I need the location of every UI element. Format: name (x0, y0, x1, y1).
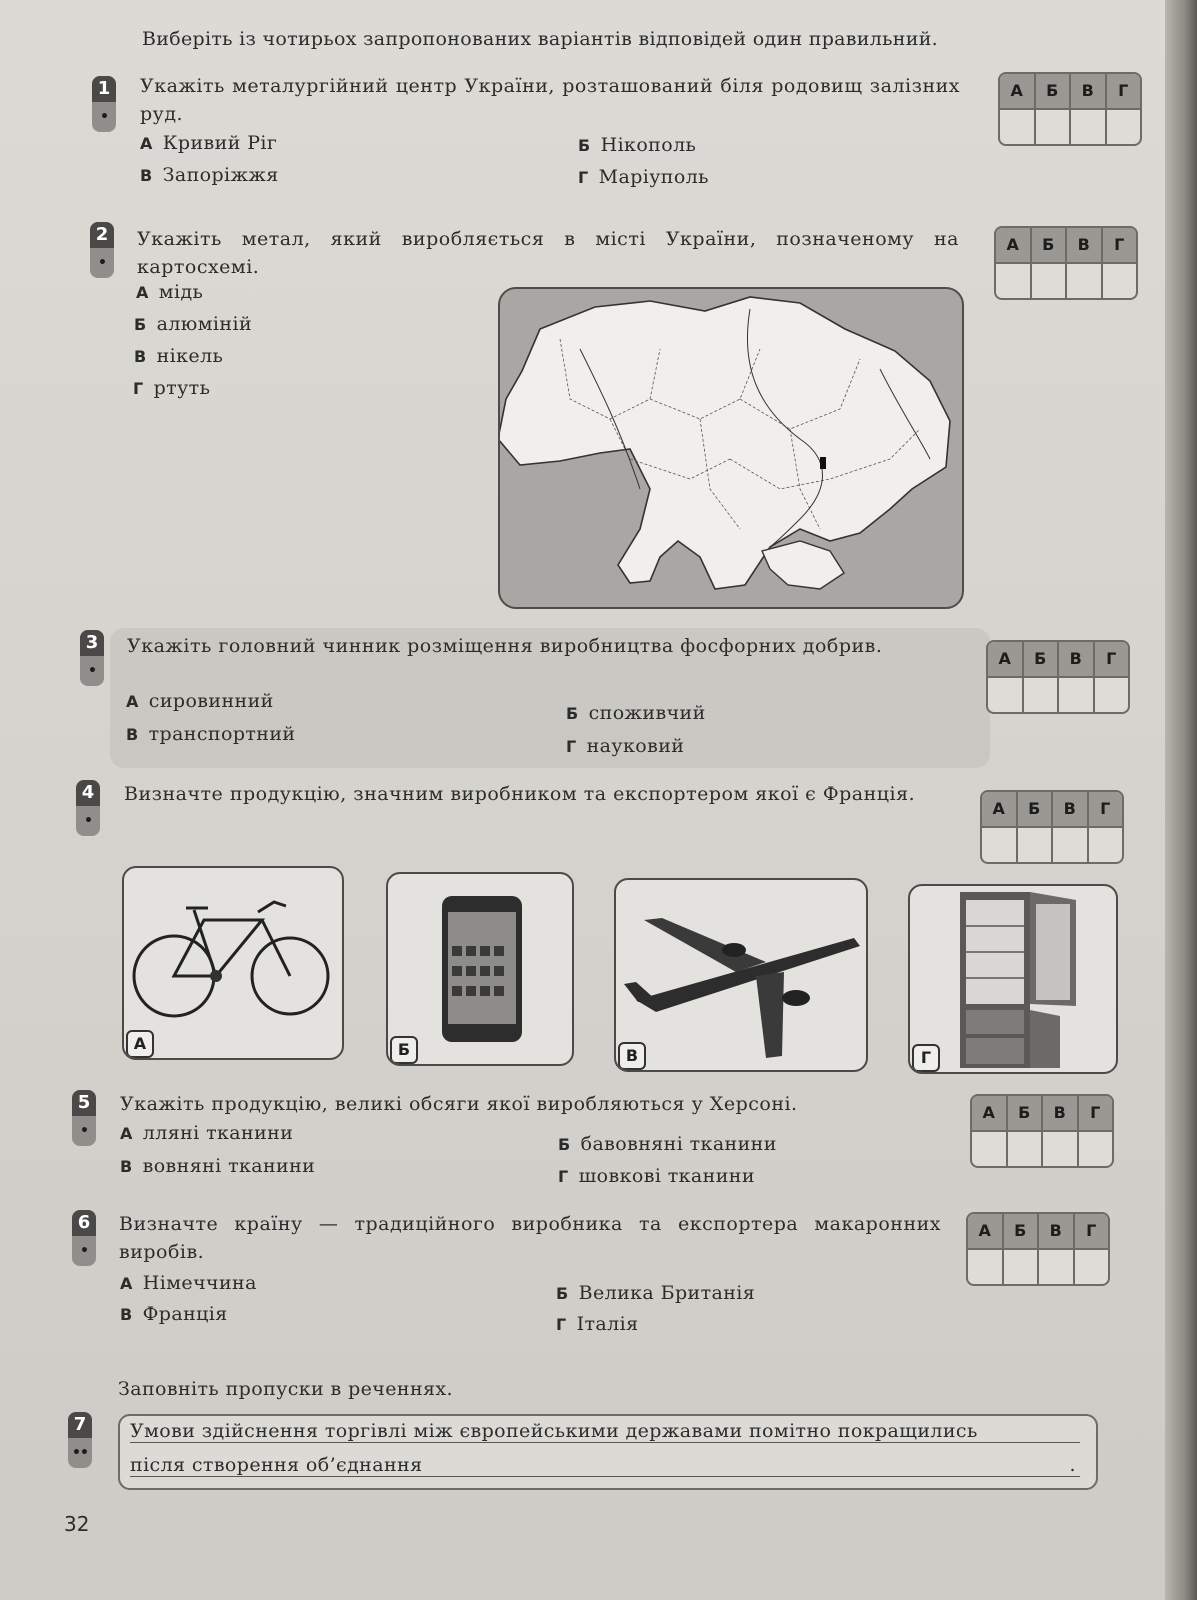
option-letter: Б (558, 1135, 571, 1154)
option-text: споживчий (588, 702, 706, 724)
option-5-d[interactable] (558, 1165, 755, 1187)
image-option-a[interactable] (122, 866, 344, 1060)
question-badge-1 (92, 76, 116, 132)
grid-letter: В (1071, 74, 1107, 108)
option-letter: Г (558, 1167, 569, 1186)
question-number: 3 (80, 630, 104, 656)
option-text: науковий (586, 735, 685, 757)
airplane-icon (616, 880, 866, 1070)
option-6-a[interactable] (120, 1272, 257, 1294)
fill-sentence-line-2[interactable] (130, 1454, 1080, 1477)
image-label: Б (390, 1036, 418, 1064)
answer-cell[interactable] (1071, 110, 1107, 144)
answer-grid-4[interactable] (980, 790, 1124, 864)
option-letter: А (120, 1274, 133, 1293)
ukraine-map (498, 287, 964, 609)
option-3-b[interactable] (566, 702, 706, 724)
image-option-c[interactable] (614, 878, 868, 1072)
question-number: 4 (76, 780, 100, 806)
option-2-b[interactable] (134, 313, 252, 335)
instruction-text: Виберіть із чотирьох запропонованих варіантів відповідей один правильний. (142, 28, 939, 50)
option-letter: А (120, 1124, 133, 1143)
answer-cell[interactable] (1095, 678, 1129, 712)
option-text: шовкові тканини (578, 1165, 755, 1187)
grid-letter: А (988, 642, 1024, 676)
answer-cell[interactable] (1008, 1132, 1044, 1166)
answer-cell[interactable] (1018, 828, 1054, 862)
option-text: Велика Британія (578, 1282, 756, 1304)
question-text-1: Укажіть металургійний центр України, розташований біля родовищ залізних руд. (140, 75, 960, 125)
answer-cell[interactable] (968, 1250, 1004, 1284)
answer-cell[interactable] (1024, 678, 1060, 712)
option-text: Запоріжжя (162, 164, 279, 186)
option-letter: Г (133, 379, 144, 398)
option-text: Італія (576, 1313, 639, 1335)
option-letter: Г (566, 737, 577, 756)
option-letter: Г (556, 1315, 567, 1334)
answer-cell[interactable] (972, 1132, 1008, 1166)
difficulty-dots: • (84, 813, 92, 829)
answer-cell[interactable] (1079, 1132, 1113, 1166)
grid-letter: В (1039, 1214, 1075, 1248)
option-text: вовняні тканини (142, 1155, 316, 1177)
grid-letter: Б (1036, 74, 1072, 108)
city-marker (820, 457, 826, 469)
answer-cell[interactable] (996, 264, 1032, 298)
grid-letter: Г (1100, 799, 1111, 818)
option-letter: А (140, 134, 153, 153)
grid-letter: Б (1024, 642, 1060, 676)
answer-cell[interactable] (1075, 1250, 1109, 1284)
grid-letter: Г (1086, 1221, 1097, 1240)
question-badge-5 (72, 1090, 96, 1146)
option-text: алюміній (156, 313, 253, 335)
answer-grid-5[interactable] (970, 1094, 1114, 1168)
grid-letter: Г (1118, 81, 1129, 100)
option-text: Кривий Ріг (162, 132, 278, 154)
answer-cell[interactable] (1000, 110, 1036, 144)
smartphone-icon (388, 874, 572, 1064)
option-6-d[interactable] (556, 1313, 639, 1335)
grid-letter: Б (1004, 1214, 1040, 1248)
image-option-b[interactable] (386, 872, 574, 1066)
option-6-b[interactable] (556, 1282, 755, 1304)
option-text: мідь (158, 281, 204, 303)
option-1-c[interactable] (140, 164, 279, 186)
answer-cell[interactable] (1107, 110, 1141, 144)
question-number: 5 (72, 1090, 96, 1116)
question-badge-6 (72, 1210, 96, 1266)
grid-letter: В (1067, 228, 1103, 262)
answer-grid-3[interactable] (986, 640, 1130, 714)
option-letter: В (140, 166, 153, 185)
grid-letter: Б (1032, 228, 1068, 262)
question-number: 1 (92, 76, 116, 102)
grid-letter: Г (1090, 1103, 1101, 1122)
grid-letter: А (982, 792, 1018, 826)
grid-letter: В (1053, 792, 1089, 826)
option-2-c[interactable] (134, 345, 223, 367)
answer-cell[interactable] (1043, 1132, 1079, 1166)
page-edge (1165, 0, 1197, 1600)
fill-sentence-line-1: Умови здійснення торгівлі між європейськими державами помітно покращились (130, 1420, 1080, 1443)
difficulty-dots: •• (72, 1445, 88, 1461)
grid-letter: Б (1008, 1096, 1044, 1130)
option-text: ртуть (153, 377, 211, 399)
option-5-b[interactable] (558, 1133, 777, 1155)
question-text-6: Визначте країну — традиційного виробника та експортера макаронних виробів. (119, 1213, 941, 1263)
question-badge-7 (68, 1412, 92, 1468)
grid-letter: А (1000, 74, 1036, 108)
answer-cell[interactable] (1032, 264, 1068, 298)
answer-cell[interactable] (982, 828, 1018, 862)
image-label: А (126, 1030, 154, 1058)
option-text: Франція (142, 1303, 228, 1325)
question-text-5: Укажіть продукцію, великі обсяги якої виробляються у Херсоні. (120, 1093, 798, 1115)
image-option-d[interactable] (908, 884, 1118, 1074)
option-1-d[interactable] (578, 166, 709, 188)
option-letter: Г (578, 168, 589, 187)
grid-letter: В (1059, 642, 1095, 676)
option-3-c[interactable] (126, 723, 295, 745)
sentence-end-period: . (1069, 1454, 1076, 1476)
answer-cell[interactable] (1067, 264, 1103, 298)
option-letter: А (136, 283, 149, 302)
question-number: 2 (90, 222, 114, 248)
option-1-a[interactable] (140, 132, 277, 154)
grid-letter: А (968, 1214, 1004, 1248)
answer-cell[interactable] (1053, 828, 1089, 862)
image-label: В (618, 1042, 646, 1070)
option-letter: А (126, 692, 139, 711)
answer-cell[interactable] (1059, 678, 1095, 712)
question-badge-2 (90, 222, 114, 278)
answer-cell[interactable] (1039, 1250, 1075, 1284)
option-letter: Б (578, 136, 591, 155)
option-text: Нікополь (600, 134, 697, 156)
grid-letter: Г (1114, 235, 1125, 254)
question-badge-4 (76, 780, 100, 836)
fill-sentence-text: після створення об’єднання (130, 1454, 423, 1476)
answer-grid-1[interactable] (998, 72, 1142, 146)
difficulty-dots: • (80, 1243, 88, 1259)
option-3-d[interactable] (566, 735, 684, 757)
answer-grid-2[interactable] (994, 226, 1138, 300)
map-drawing (500, 289, 962, 607)
option-1-b[interactable] (578, 134, 696, 156)
option-6-c[interactable] (120, 1303, 228, 1325)
option-2-a[interactable] (136, 281, 203, 303)
option-5-c[interactable] (120, 1155, 315, 1177)
difficulty-dots: • (80, 1123, 88, 1139)
option-3-a[interactable] (126, 690, 274, 712)
option-text: нікель (156, 345, 224, 367)
crimea (762, 541, 844, 589)
ukraine-outline (500, 297, 950, 589)
page-number: 32 (64, 1512, 90, 1536)
option-text: транспортний (148, 723, 296, 745)
difficulty-dots: • (88, 663, 96, 679)
option-text: лляні тканини (142, 1122, 294, 1144)
answer-cell[interactable] (1036, 110, 1072, 144)
question-number: 6 (72, 1210, 96, 1236)
grid-letter: Г (1106, 649, 1117, 668)
image-label: Г (912, 1044, 940, 1072)
refrigerator-icon (910, 886, 1116, 1072)
option-letter: В (134, 347, 147, 366)
option-letter: Б (566, 704, 579, 723)
option-letter: Б (556, 1284, 569, 1303)
question-badge-3 (80, 630, 104, 686)
fill-instruction: Заповніть пропуски в реченнях. (118, 1378, 453, 1400)
option-5-a[interactable] (120, 1122, 293, 1144)
option-text: сировинний (148, 690, 274, 712)
answer-grid-6[interactable] (966, 1212, 1110, 1286)
option-text: бавовняні тканини (580, 1133, 777, 1155)
answer-cell[interactable] (1089, 828, 1123, 862)
difficulty-dots: • (98, 255, 106, 271)
option-text: Німеччина (142, 1272, 257, 1294)
grid-letter: Б (1018, 792, 1054, 826)
question-text-2: Укажіть метал, який виробляється в місті України, позначеному на картосхемі. (137, 228, 959, 278)
difficulty-dots: • (100, 109, 108, 125)
answer-cell[interactable] (988, 678, 1024, 712)
option-letter: В (126, 725, 139, 744)
question-text-3: Укажіть головний чинник розміщення виробництва фосфорних добрив. (127, 635, 883, 657)
grid-letter: А (972, 1096, 1008, 1130)
bicycle-icon (124, 868, 342, 1058)
answer-cell[interactable] (1103, 264, 1137, 298)
option-letter: Б (134, 315, 147, 334)
grid-letter: В (1043, 1096, 1079, 1130)
option-text: Маріуполь (598, 166, 709, 188)
answer-cell[interactable] (1004, 1250, 1040, 1284)
question-text-4: Визначте продукцію, значним виробником та експортером якої є Франція. (124, 783, 916, 805)
question-number: 7 (68, 1412, 92, 1438)
grid-letter: А (996, 228, 1032, 262)
option-letter: В (120, 1157, 133, 1176)
option-letter: В (120, 1305, 133, 1324)
option-2-d[interactable] (133, 377, 210, 399)
